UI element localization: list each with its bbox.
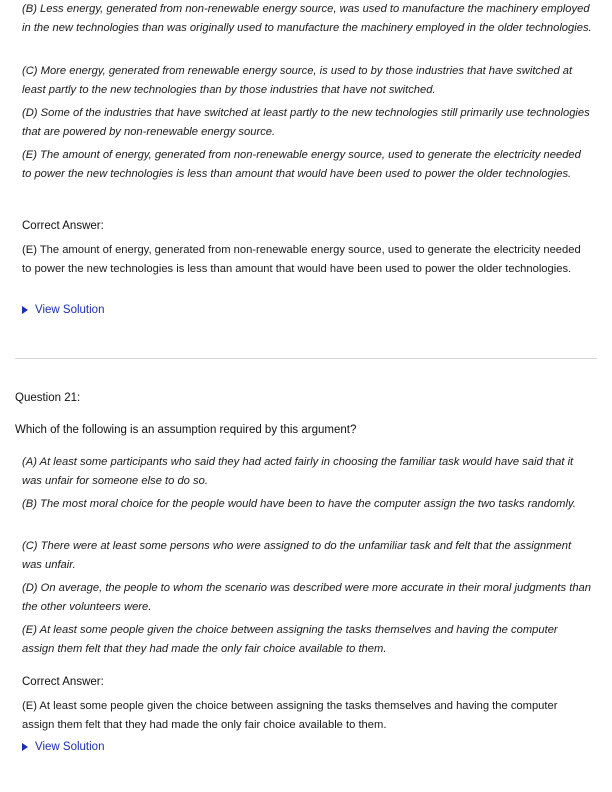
prev-correct-answer-text: (E) The amount of energy, generated from non-renewable energy source, used to generate the electricity needed to power the new technologies is less than amount that would have been used to power the older technologies.	[22, 244, 581, 275]
prev-option-e: (E) The amount of energy, generated from non-renewable energy source, used to generate the electricity needed to power the new technologies is less than amount that would have been used to power the older technologies.	[22, 149, 581, 180]
disclosure-triangle-icon	[22, 306, 28, 314]
correct-answer-label: Correct Answer:	[22, 676, 104, 688]
option-b: (B) The most moral choice for the people would have been to have the computer assign the two tasks randomly.	[22, 498, 576, 510]
question-prompt: Which of the following is an assumption required by this argument?	[15, 424, 357, 436]
prev-option-d: (D) Some of the industries that have switched at least partly to the new technologies still primarily use technologies that are powered by non-renewable energy source.	[22, 107, 590, 138]
section-divider	[15, 358, 597, 359]
disclosure-triangle-icon	[22, 743, 28, 751]
option-e: (E) At least some people given the choice between assigning the tasks themselves and having the computer assign them felt that they had made the only fair choice available to them.	[22, 624, 558, 655]
prev-view-solution-link[interactable]	[22, 304, 104, 316]
prev-option-c: (C) More energy, generated from renewable energy source, is used to by those industries that have switched at least partly to the new technologies than by those industries that have not switched.	[22, 65, 573, 96]
option-c: (C) There were at least some persons who were assigned to do the unfamiliar task and felt that the assignment was unfair.	[22, 540, 572, 571]
view-solution-link[interactable]	[22, 741, 104, 753]
option-a: (A) At least some participants who said they had acted fairly in choosing the familiar task would have said that it was unfair for someone else to do so.	[22, 456, 574, 487]
prev-option-b: (B) Less energy, generated from non-renewable energy source, was used to manufacture the machinery employed in the new technologies than was originally used to manufacture the machinery employed in the older technologies.	[22, 3, 592, 34]
prev-correct-answer-label: Correct Answer:	[22, 220, 104, 232]
question-number: Question 21:	[15, 392, 81, 404]
correct-answer-text: (E) At least some people given the choice between assigning the tasks themselves and having the computer assign them felt that they had made the only fair choice available to them.	[22, 700, 558, 731]
view-solution-label: View Solution	[35, 741, 105, 753]
prev-view-solution-label: View Solution	[35, 304, 105, 316]
option-d: (D) On average, the people to whom the scenario was described were more accurate in their moral judgments than the other volunteers were.	[22, 582, 591, 613]
